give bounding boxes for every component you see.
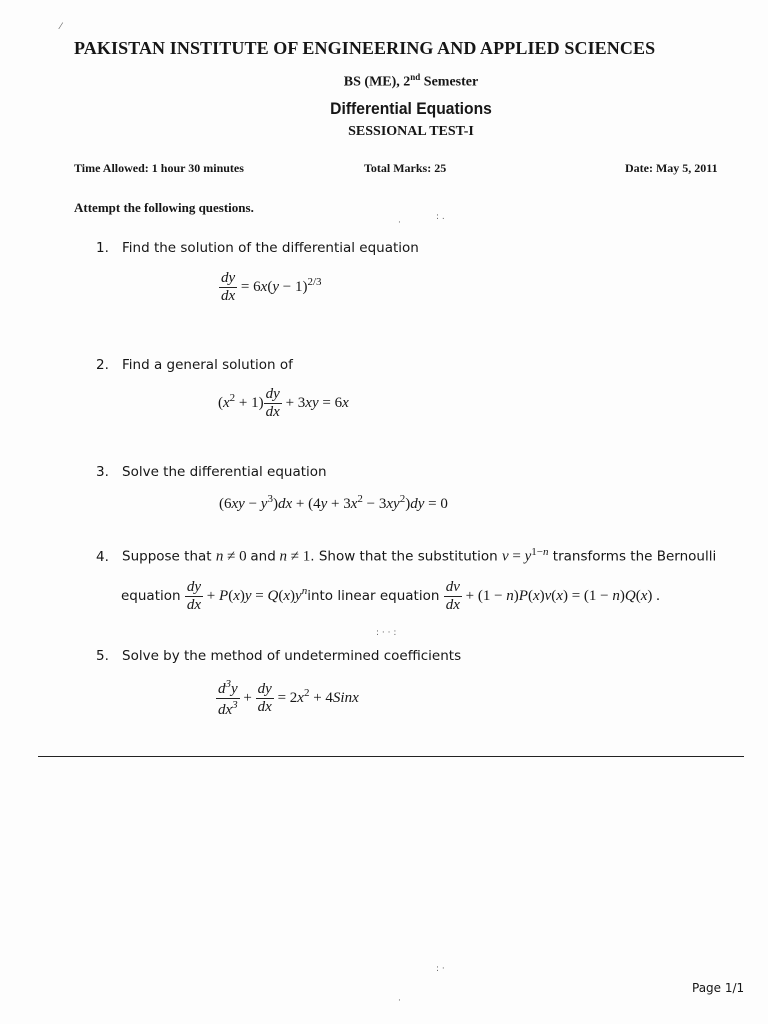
question-text: transforms the Bernoulli (552, 548, 717, 565)
question-text: Find the solution of the differential equation (122, 240, 419, 256)
linear-equation: $\frac{dv}{dx}$ + (1 − n)P(x)v(x) = (1 − n)Q(x) . (445, 579, 660, 613)
question-text: Find a general solution of (122, 357, 293, 373)
question-text: and (250, 548, 276, 565)
question-text: . Show that the substitution (310, 548, 498, 565)
scan-mark: : . (436, 212, 445, 222)
divider-line (38, 756, 744, 757)
question-number: 4. (96, 548, 109, 565)
total-marks: Total Marks: 25 (364, 161, 447, 175)
scan-mark: · (398, 996, 401, 1006)
scan-mark: : · (436, 964, 445, 974)
question-4: 4. Suppose that n ≠ 0 and n ≠ 1. Show that the substitution $v = y^{1-n}$ transforms the Bernoulli (96, 546, 717, 565)
question-2 (96, 357, 293, 373)
exam-date: Date: May 5, 2011 (625, 161, 718, 175)
equation-2: $(x^2 + 1)$ $\frac{dy}{dx}$ + 3xy = 6x (218, 386, 349, 420)
question-number: 5. (96, 648, 109, 664)
question-text: into linear equation (307, 587, 440, 604)
question-number: 3. (96, 464, 109, 480)
question-text: Solve the differential equation (122, 464, 327, 480)
question-4-equations (121, 580, 660, 613)
scan-mark: · (398, 218, 401, 228)
question-text: equation (121, 587, 181, 604)
scan-mark: ⁄ (60, 22, 62, 32)
question-number: 1. (96, 240, 109, 256)
institution-name: PAKISTAN INSTITUTE OF ENGINEERING AND APPLIED SCIENCES (74, 38, 656, 58)
test-title: SESSIONAL TEST-I (348, 124, 474, 139)
equation-3: $(6xy - y^3)dx + (4y + 3x^2 - 3xy^2)dy = 0$ (219, 493, 448, 512)
question-5 (96, 648, 461, 664)
question-text: Solve by the method of undetermined coefficients (122, 648, 462, 664)
equation-1: $\frac{dy}{dx}$ = $6x(y - 1)^{2/3}$ (221, 270, 322, 304)
question-number: 2. (96, 357, 109, 373)
course-title: Differential Equations (330, 99, 492, 118)
bernoulli-equation: $\frac{dy}{dx}$ + $P(x)y = Q(x)y^n$ (186, 579, 308, 613)
time-allowed: Time Allowed: 1 hour 30 minutes (74, 161, 244, 175)
page-number: Page 1/1 (692, 981, 745, 995)
question-1 (96, 240, 419, 256)
scan-mark: : · · : (376, 628, 397, 638)
question-3 (96, 464, 327, 480)
question-text: Suppose that (122, 548, 212, 565)
equation-5: $\frac{d^3y}{dx^3}$ + $\frac{dy}{dx}$ = $2x^2$ + 4Sinx (218, 678, 359, 718)
instruction-text: Attempt the following questions. (74, 200, 254, 215)
program-line: BS (ME), 2nd Semester (343, 72, 479, 90)
